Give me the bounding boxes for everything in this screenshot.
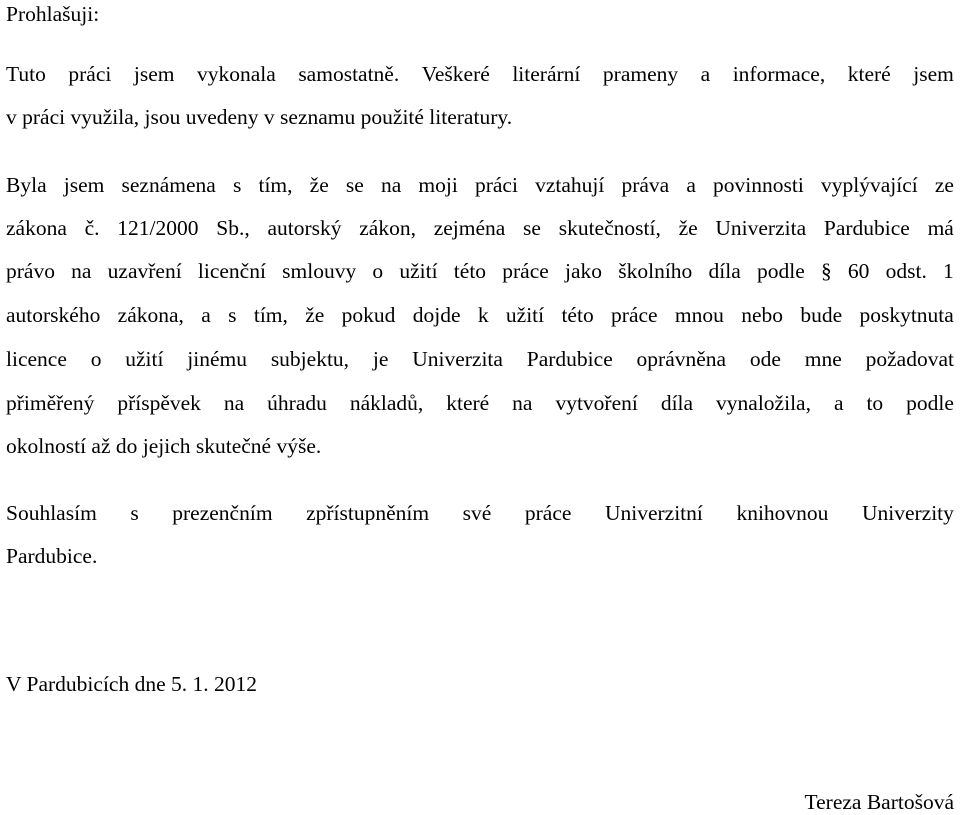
p2-line-7: okolností až do jejich skutečné výše. [6,434,322,458]
place-date: V Pardubicích dne 5. 1. 2012 [6,672,257,696]
p1-line-2: v práci využila, jsou uvedeny v seznamu použité literatury. [6,105,513,129]
p2-line-3: právo na uzavření licenční smlouvy o užití této práce jako školního díla podle § 60 odst. 1 [6,259,954,283]
p2-line-6: přiměřený příspěvek na úhradu nákladů, které na vytvoření díla vynaložila, a to podle [6,391,954,415]
p2-line-4: autorského zákona, a s tím, že pokud dojde k užití této práce mnou nebo bude poskytnuta [6,303,954,327]
p2-line-2: zákona č. 121/2000 Sb., autorský zákon, zejména se skutečností, že Univerzita Pardubice má [6,216,954,240]
declaration-heading: Prohlašuji: [6,2,100,26]
p3-line-1: Souhlasím s prezenčním zpřístupněním své práce Univerzitní knihovnou Univerzity [6,501,954,525]
p1-line-1: Tuto práci jsem vykonala samostatně. Veškeré literární prameny a informace, které jsem [6,62,954,86]
p3-line-2: Pardubice. [6,544,98,568]
p2-line-1: Byla jsem seznámena s tím, že se na moji práci vztahují práva a povinnosti vyplývající ze [6,173,954,197]
signature-name: Tereza Bartošová [804,790,954,814]
p2-line-5: licence o užití jinému subjektu, je Univerzita Pardubice oprávněna ode mne požadovat [6,347,954,371]
